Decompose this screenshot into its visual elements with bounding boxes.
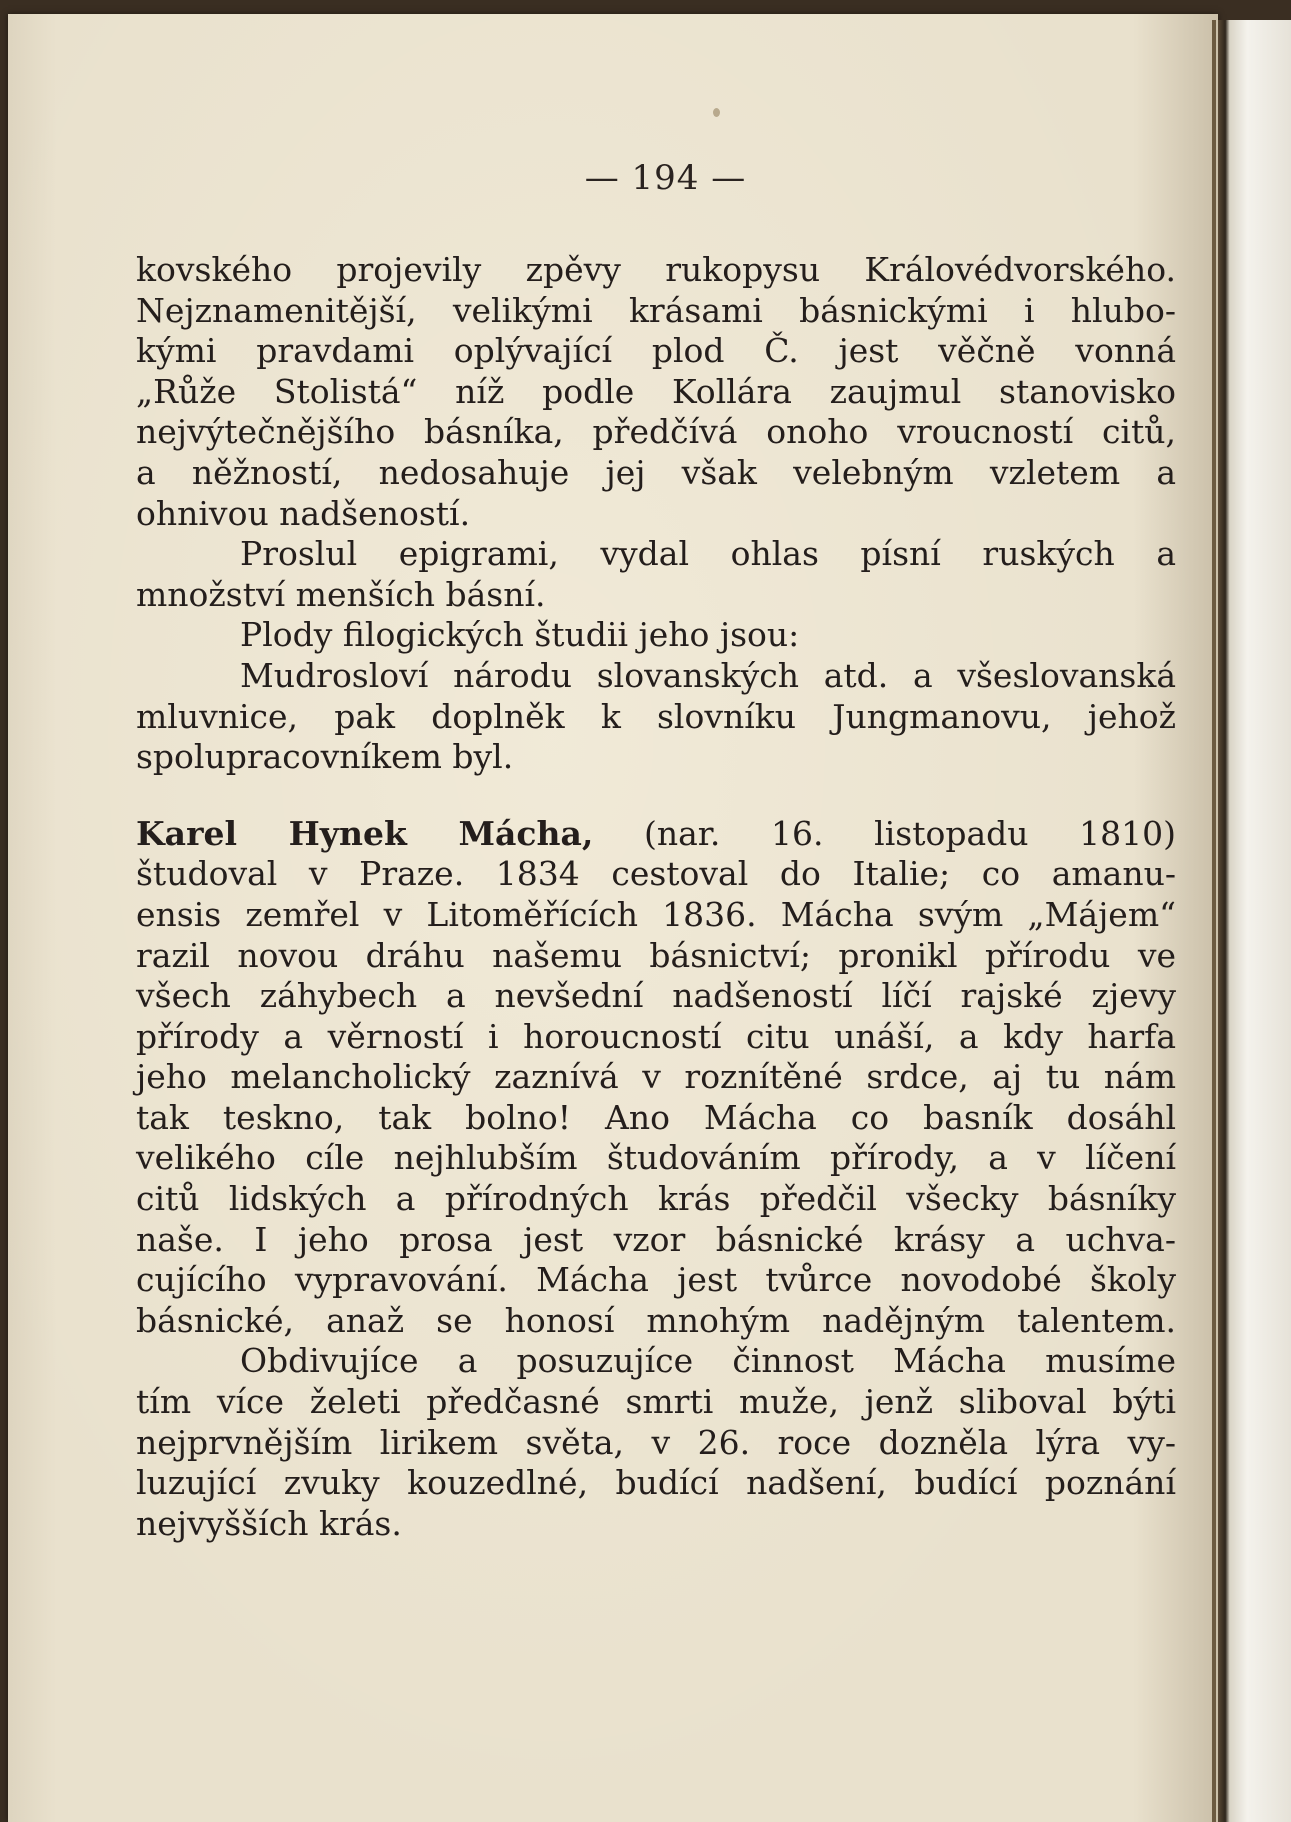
text-line: Nejznamenitější, velikými krásami básnickými i hlubo- <box>136 290 1176 330</box>
text-line: študoval v Praze. 1834 cestoval do Italie; co amanu- <box>136 854 1176 894</box>
next-page-edge <box>1218 20 1291 1822</box>
text-line: básnické, anaž se honosí mnohým nadějným talentem. <box>136 1300 1176 1340</box>
paragraph-macha <box>136 814 1176 1342</box>
text-line: tak teskno, tak bolno! Ano Mácha co basník dosáhl <box>136 1097 1176 1137</box>
text-line: Proslul epigrami, vydal ohlas písní ruských a <box>240 534 1176 574</box>
text-line: Mudrosloví národu slovanských atd. a všeslovanská <box>240 655 1176 695</box>
text-line <box>136 814 1176 855</box>
text-line: kovského projevily zpěvy rukopysu Královédvorského. <box>136 250 1176 289</box>
paragraph-philological-works <box>136 615 1176 777</box>
paragraph-epigrams <box>136 534 1176 615</box>
text-line: spolupracovníkem byl. <box>136 737 514 777</box>
text-line: přírody a věrností i horoucností citu unáší, a kdy harfa <box>136 1016 1176 1056</box>
text-line: „Růže Stolistá“ níž podle Kollára zaujmul stanovisko <box>136 371 1176 411</box>
text-line: nejvyšších krás. <box>136 1503 402 1543</box>
section-gap <box>136 778 1176 814</box>
text-line: razil novou dráhu našemu básnictví; pronikl přírodu ve <box>136 935 1176 975</box>
page-number: — 194 — <box>584 158 747 198</box>
text-line: Plody filogických študii jeho jsou: <box>240 615 800 655</box>
text-line: množství menších básní. <box>136 574 546 614</box>
text-line: luzující zvuky kouzedlné, budící nadšení, budící poznání <box>136 1463 1176 1503</box>
text-line: citů lidských a přírodných krás předčil všecky básníky <box>136 1179 1176 1219</box>
paper-speck <box>713 108 720 117</box>
text-line: kými pravdami oplývající plod Č. jest věčně vonná <box>136 331 1176 371</box>
paragraph-celakovsky <box>136 250 1176 534</box>
text-line: všech záhybech a nevšední nadšeností líčí rajské zjevy <box>136 976 1176 1016</box>
author-name-macha: Karel Hynek Mácha, <box>136 813 594 853</box>
text-line: tím více želeti předčasné smrti muže, jenž sliboval býti <box>136 1382 1176 1422</box>
author-birth-note: (nar. 16. listopadu 1810) <box>593 813 1176 853</box>
text-line: jeho melancholický zaznívá v roznítěné srdce, aj tu nám <box>136 1057 1176 1097</box>
text-line: ohnivou nadšeností. <box>136 493 471 533</box>
page-gutter <box>1212 20 1216 1822</box>
text-line: naše. I jeho prosa jest vzor básnické krásy a uchva- <box>136 1219 1176 1259</box>
text-line: a něžností, nedosahuje jej však velebným vzletem a <box>136 452 1176 492</box>
text-line: velikého cíle nejhlubším študováním přírody, a v líčení <box>136 1138 1176 1178</box>
text-line: nejprvnějším lirikem světa, v 26. roce dozněla lýra vy- <box>136 1422 1176 1462</box>
page-body <box>136 250 1176 1544</box>
text-line: cujícího vypravování. Mácha jest tvůrce novodobé školy <box>136 1260 1176 1300</box>
text-line: nejvýtečnějšího básníka, předčívá onoho vroucností citů, <box>136 412 1176 452</box>
text-line: mluvnice, pak doplněk k slovníku Jungmanovu, jehož <box>136 696 1176 736</box>
paragraph-admiration <box>136 1341 1176 1544</box>
text-line: ensis zemřel v Litoměřících 1836. Mácha svým „Májem“ <box>136 894 1176 934</box>
text-line: Obdivujíce a posuzujíce činnost Mácha musíme <box>240 1341 1176 1381</box>
